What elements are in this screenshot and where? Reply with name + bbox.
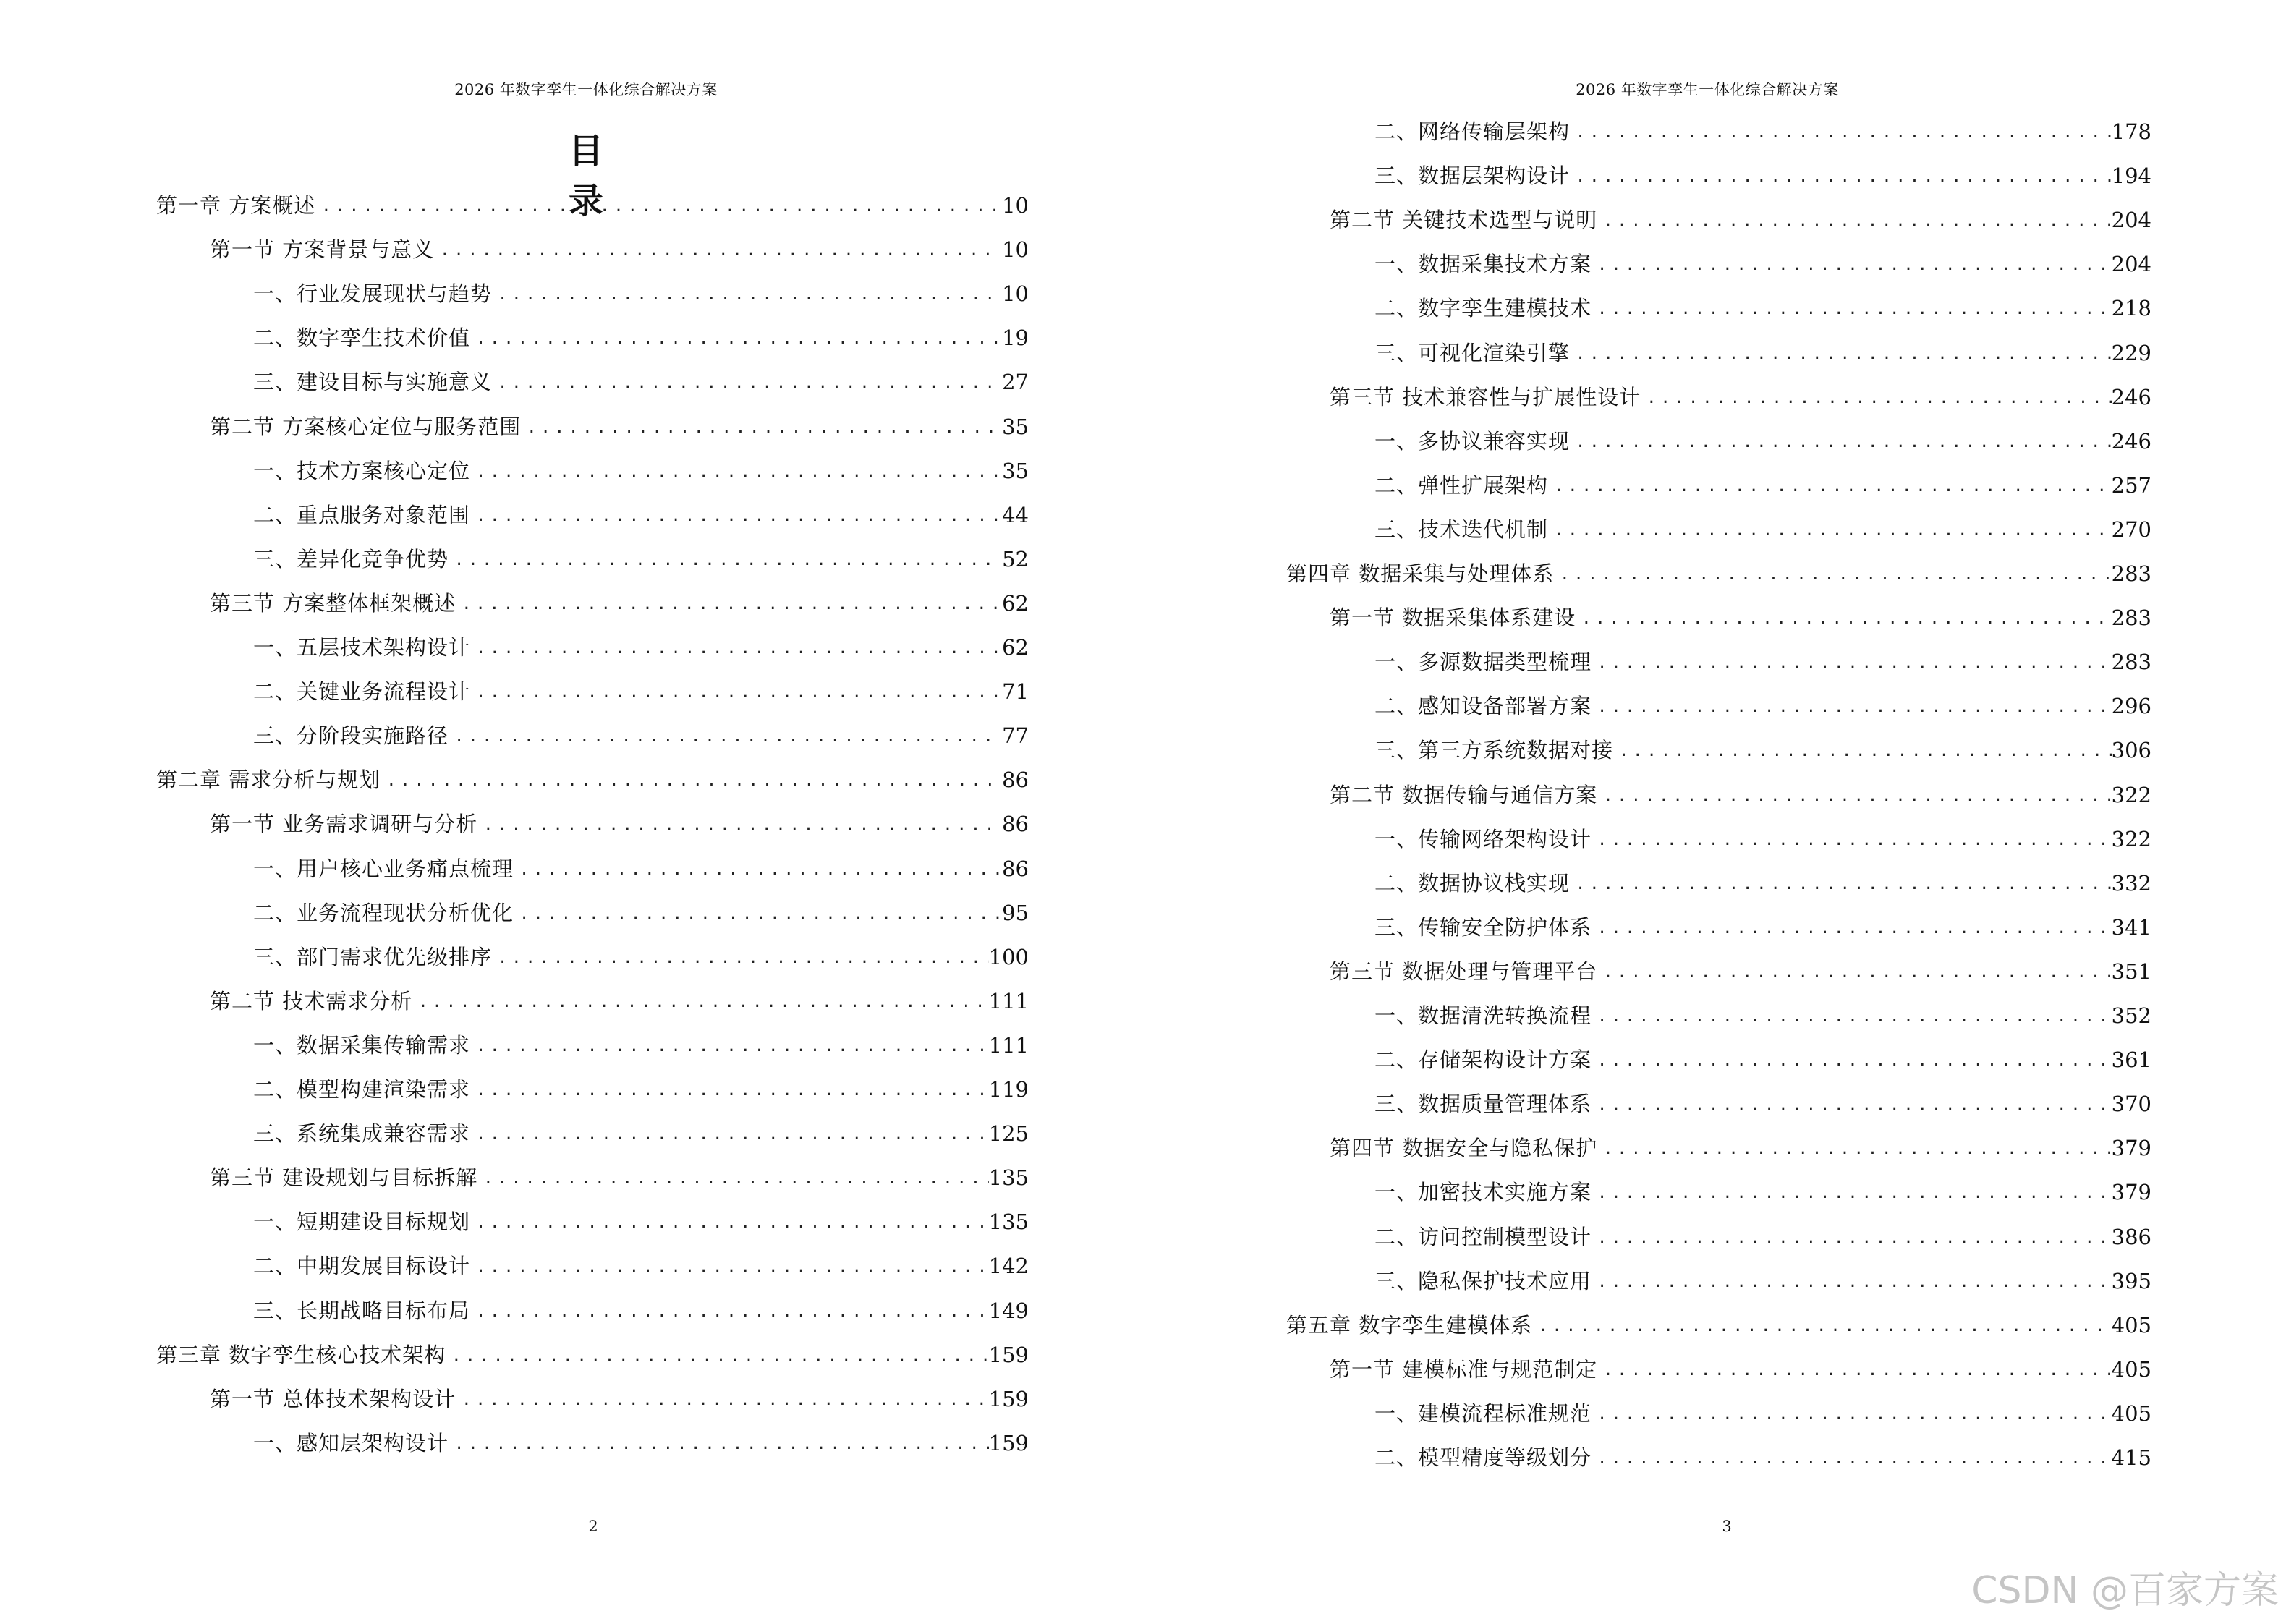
toc-entry (1374, 823, 2151, 855)
dot-leader (456, 590, 1000, 619)
page-number: 3 (1722, 1518, 1732, 1535)
toc-entry-page: 370 (2111, 1092, 2151, 1117)
toc-entry-label: 三、建设目标与实施意义 (253, 370, 493, 395)
toc-entry-label: 三、部门需求优先级排序 (253, 944, 493, 969)
dot-leader (492, 369, 1000, 398)
toc-entry-label: 第二节 关键技术选型与说明 (1330, 208, 1598, 233)
toc-entry (1374, 292, 2151, 324)
toc-entry-page: 62 (1002, 635, 1029, 660)
toc-entry-page: 341 (2111, 914, 2151, 940)
toc-entry (1374, 248, 2151, 280)
dot-leader (1592, 1224, 2112, 1253)
toc-entry-label: 第四章 数据采集与处理体系 (1286, 561, 1555, 586)
dot-leader (470, 1076, 989, 1105)
dot-leader (470, 679, 1000, 707)
toc-entry (210, 587, 1029, 619)
toc-entry-label: 第一章 方案概述 (156, 193, 316, 218)
dot-leader (521, 414, 1000, 443)
toc-entry (1286, 1309, 2151, 1341)
toc-entry-label: 第一节 总体技术架构设计 (210, 1386, 456, 1411)
toc-entry-page: 135 (988, 1165, 1029, 1191)
page-number: 2 (588, 1518, 598, 1535)
toc-entry-page: 283 (2111, 605, 2151, 631)
dot-leader (1570, 870, 2112, 899)
toc-entry (1374, 1176, 2151, 1208)
toc-entry-page: 77 (1002, 723, 1029, 749)
toc-entry-label: 第五章 数字孪生建模体系 (1286, 1312, 1533, 1338)
toc-entry (1374, 469, 2151, 501)
dot-leader (1592, 826, 2112, 855)
toc-entry-page: 62 (1002, 590, 1029, 616)
dot-leader (492, 281, 1000, 310)
toc-entry-page: 395 (2111, 1268, 2151, 1293)
dot-leader (1548, 516, 2112, 545)
toc-entry-page: 86 (1002, 856, 1029, 881)
toc-entry-page: 135 (988, 1210, 1029, 1235)
toc-entry (253, 1206, 1029, 1238)
toc-entry-label: 第四节 数据安全与隐私保护 (1330, 1136, 1598, 1161)
toc-entry-page: 142 (988, 1254, 1029, 1279)
toc-entry (1374, 337, 2151, 369)
toc-entry-page: 322 (2111, 826, 2151, 851)
toc-entry-page: 361 (2111, 1047, 2151, 1073)
toc-entry-label: 三、差异化竞争优势 (253, 546, 449, 571)
toc-entry (253, 941, 1029, 973)
dot-leader (412, 988, 988, 1017)
watermark: CSDN @百家方案 (1971, 1569, 2279, 1612)
toc-entry-label: 一、行业发展现状与趋势 (253, 281, 493, 307)
toc-entry (1330, 1353, 2151, 1385)
toc-entry-label: 第三节 建设规划与目标拆解 (210, 1165, 478, 1191)
dot-leader (1592, 1268, 2112, 1297)
toc-entry-label: 第三节 数据处理与管理平台 (1330, 958, 1598, 984)
dot-leader (470, 458, 1000, 487)
toc-entry-page: 19 (1002, 326, 1029, 351)
toc-entry-label: 一、感知层架构设计 (253, 1430, 449, 1455)
toc-entry (253, 676, 1029, 707)
dot-leader (315, 192, 1000, 221)
toc-entry-label: 三、分阶段实施路径 (253, 723, 449, 749)
toc-entry (1330, 602, 2151, 634)
toc-entry-page: 52 (1002, 546, 1029, 571)
dot-leader (1592, 251, 2112, 280)
dot-leader (456, 1386, 988, 1415)
toc-entry (253, 720, 1029, 752)
dot-leader (1570, 340, 2112, 369)
right-page (1143, 0, 2286, 1624)
toc-entry-page: 229 (2111, 340, 2151, 365)
toc-entry-page: 194 (2111, 163, 2151, 189)
toc-entry-page: 10 (1002, 281, 1029, 307)
toc-entry-label: 一、多源数据类型梳理 (1374, 650, 1592, 675)
toc-entry (253, 1029, 1029, 1061)
toc-entry-page: 283 (2111, 650, 2151, 675)
dot-leader (470, 634, 1000, 663)
toc-entry-label: 三、数据层架构设计 (1374, 163, 1571, 189)
toc-entry-label: 二、中期发展目标设计 (253, 1254, 471, 1279)
toc-entry-page: 332 (2111, 870, 2151, 896)
toc-entry-page: 415 (2111, 1445, 2151, 1470)
toc-entry-label: 三、长期战略目标布局 (253, 1298, 471, 1323)
toc-entry (156, 190, 1029, 221)
dot-leader (1592, 1003, 2112, 1032)
toc-entry-page: 44 (1002, 502, 1029, 527)
dot-leader (1570, 428, 2112, 457)
toc-entry (253, 543, 1029, 575)
toc-entry (253, 1427, 1029, 1459)
toc-entry-page: 257 (2111, 472, 2151, 498)
toc-entry (210, 1162, 1029, 1194)
toc-entry-page: 270 (2111, 516, 2151, 542)
toc-entry (1374, 1221, 2151, 1253)
toc-entry (1374, 867, 2151, 899)
dot-leader (470, 1253, 989, 1282)
dot-leader (1592, 1400, 2112, 1429)
toc-entry (1374, 911, 2151, 943)
dot-leader (1597, 1135, 2111, 1164)
dot-leader (1592, 1179, 2112, 1208)
toc-entry-page: 218 (2111, 296, 2151, 321)
toc-entry (253, 1074, 1029, 1105)
toc-entry-label: 一、加密技术实施方案 (1374, 1180, 1592, 1205)
toc-entry (253, 278, 1029, 310)
toc-entry (210, 234, 1029, 265)
toc-entry-page: 100 (988, 944, 1029, 969)
dot-leader (1592, 649, 2112, 678)
dot-leader (1592, 693, 2112, 722)
toc-entry-page: 405 (2111, 1356, 2151, 1382)
toc-entry-label: 二、模型构建渲染需求 (253, 1077, 471, 1102)
dot-leader (1592, 1047, 2112, 1076)
toc-entry-label: 一、技术方案核心定位 (253, 458, 471, 483)
toc-entry-label: 三、传输安全防护体系 (1374, 914, 1592, 940)
toc-entry-label: 第三章 数字孪生核心技术架构 (156, 1342, 446, 1367)
dot-leader (1548, 472, 2112, 501)
toc-entry-page: 178 (2111, 119, 2151, 144)
toc-entry (1330, 779, 2151, 811)
toc-entry-page: 159 (988, 1386, 1029, 1411)
dot-leader (470, 1121, 989, 1149)
toc-entry (1330, 956, 2151, 987)
toc-entry-page: 111 (988, 1032, 1029, 1058)
dot-leader (470, 325, 1000, 354)
toc-entry-page: 351 (2111, 958, 2151, 984)
toc-entry-label: 二、数字孪生技术价值 (253, 326, 471, 351)
toc-entry-page: 379 (2111, 1180, 2151, 1205)
toc-entry-label: 第二节 技术需求分析 (210, 988, 413, 1013)
toc-title: 目 录 (568, 131, 632, 221)
toc-entry-page: 306 (2111, 738, 2151, 763)
toc-entry (1330, 1132, 2151, 1164)
toc-entry-label: 一、数据采集传输需求 (253, 1032, 471, 1058)
toc-entry (1374, 1044, 2151, 1076)
toc-entry (1374, 734, 2151, 766)
toc-entry (1374, 1398, 2151, 1429)
toc-entry (1374, 1088, 2151, 1120)
toc-entry-page: 246 (2111, 384, 2151, 409)
toc-entry-label: 三、数据质量管理体系 (1374, 1092, 1592, 1117)
dot-leader (381, 767, 1000, 796)
toc-entry (253, 455, 1029, 487)
toc-entry-page: 125 (988, 1121, 1029, 1147)
toc-entry (156, 764, 1029, 796)
dot-leader (446, 1342, 988, 1371)
dot-leader (1570, 119, 2112, 148)
toc-entry-label: 二、感知设备部署方案 (1374, 694, 1592, 719)
dot-leader (470, 502, 1000, 531)
toc-entry-page: 405 (2111, 1400, 2151, 1426)
toc-entry-page: 246 (2111, 428, 2151, 454)
toc-entry-page: 119 (988, 1077, 1029, 1102)
toc-entry (1286, 558, 2151, 590)
toc-entry-label: 一、建模流程标准规范 (1374, 1400, 1592, 1426)
toc-entry-label: 第一节 方案背景与意义 (210, 237, 435, 263)
toc-entry-page: 386 (2111, 1224, 2151, 1249)
toc-entry-page: 35 (1002, 414, 1029, 439)
toc-entry-label: 第一节 数据采集体系建设 (1330, 605, 1576, 631)
toc-entry-label: 二、关键业务流程设计 (253, 679, 471, 705)
dot-leader (477, 1165, 988, 1194)
toc-entry (253, 1118, 1029, 1149)
toc-entry-label: 第二节 方案核心定位与服务范围 (210, 414, 522, 439)
toc-entry-page: 10 (1002, 237, 1029, 263)
toc-entry-label: 三、技术迭代机制 (1374, 516, 1549, 542)
toc-entry-label: 一、数据采集技术方案 (1374, 252, 1592, 277)
dot-leader (1592, 1091, 2112, 1120)
toc-entry (1330, 204, 2151, 236)
toc-entry (1374, 646, 2151, 678)
toc-entry-label: 二、业务流程现状分析优化 (253, 900, 514, 925)
toc-entry (1374, 514, 2151, 545)
dot-leader (1597, 958, 2111, 987)
toc-entry (1374, 160, 2151, 192)
dot-leader (1592, 914, 2112, 943)
toc-entry-label: 一、数据清洗转换流程 (1374, 1003, 1592, 1028)
dot-leader (1597, 207, 2111, 236)
toc-entry (1330, 381, 2151, 413)
toc-entry (1374, 425, 2151, 457)
toc-entry-page: 204 (2111, 252, 2151, 277)
toc-entry (210, 1383, 1029, 1415)
dot-leader (470, 1298, 989, 1327)
toc-entry-label: 一、多协议兼容实现 (1374, 428, 1571, 454)
toc-entry (253, 322, 1029, 354)
dot-leader (1613, 737, 2112, 766)
toc-entry-page: 86 (1002, 812, 1029, 837)
dot-leader (470, 1032, 989, 1061)
toc-entry-label: 三、第三方系统数据对接 (1374, 738, 1614, 763)
toc-entry-label: 二、访问控制模型设计 (1374, 1224, 1592, 1249)
toc-entry-label: 一、五层技术架构设计 (253, 635, 471, 660)
toc-entry-page: 379 (2111, 1136, 2151, 1161)
toc-entry (253, 853, 1029, 885)
dot-leader (1570, 163, 2112, 192)
toc-entry-page: 149 (988, 1298, 1029, 1323)
dot-leader (492, 944, 989, 973)
toc-entry-page: 322 (2111, 782, 2151, 807)
toc-entry-label: 二、网络传输层架构 (1374, 119, 1571, 144)
toc-entry-page: 111 (988, 988, 1029, 1013)
dot-leader (1597, 1356, 2111, 1385)
toc-entry-label: 第一节 建模标准与规范制定 (1330, 1356, 1598, 1382)
toc-entry (253, 499, 1029, 531)
running-header: 2026 年数字孪生一体化综合解决方案 (454, 81, 718, 98)
toc-entry-page: 405 (2111, 1312, 2151, 1338)
running-header: 2026 年数字孪生一体化综合解决方案 (1576, 81, 1839, 98)
toc-entry (1374, 1000, 2151, 1032)
toc-entry (253, 632, 1029, 663)
toc-entry-label: 二、重点服务对象范围 (253, 502, 471, 527)
toc-entry-page: 86 (1002, 768, 1029, 793)
toc-entry (210, 411, 1029, 443)
toc-entry-page: 27 (1002, 370, 1029, 395)
toc-entry (1374, 116, 2151, 148)
dot-leader (1554, 561, 2111, 590)
toc-entry-page: 35 (1002, 458, 1029, 483)
toc-entry (1374, 1265, 2151, 1297)
dot-leader (449, 1430, 989, 1459)
toc-entry-label: 一、短期建设目标规划 (253, 1210, 471, 1235)
toc-entry-label: 第三节 方案整体框架概述 (210, 590, 456, 616)
toc-entry (210, 808, 1029, 840)
toc-entry-label: 二、弹性扩展架构 (1374, 472, 1549, 498)
dot-leader (477, 811, 1000, 840)
dot-leader (449, 723, 1000, 752)
toc-entry (1374, 690, 2151, 722)
toc-entry-page: 159 (988, 1430, 1029, 1455)
toc-entry-label: 第一节 业务需求调研与分析 (210, 812, 478, 837)
toc-entry-label: 二、存储架构设计方案 (1374, 1047, 1592, 1073)
toc-entry-label: 二、数据协议栈实现 (1374, 870, 1571, 896)
toc-entry-page: 283 (2111, 561, 2151, 586)
toc-entry (210, 985, 1029, 1017)
toc-entry-page: 71 (1002, 679, 1029, 705)
toc-entry (253, 1295, 1029, 1327)
dot-leader (1532, 1312, 2111, 1341)
toc-entry (1374, 1442, 2151, 1474)
toc-entry-page: 352 (2111, 1003, 2151, 1028)
toc-entry-page: 10 (1002, 193, 1029, 218)
toc-entry (253, 366, 1029, 398)
toc-entry-label: 一、用户核心业务痛点梳理 (253, 856, 514, 881)
dot-leader (514, 900, 1000, 929)
dot-leader (470, 1209, 989, 1238)
toc-entry-label: 三、可视化渲染引擎 (1374, 340, 1571, 365)
toc-entry-page: 95 (1002, 900, 1029, 925)
dot-leader (1592, 1445, 2112, 1474)
toc-entry-page: 204 (2111, 208, 2151, 233)
dot-leader (1641, 384, 2111, 413)
toc-entry-label: 一、传输网络架构设计 (1374, 826, 1592, 851)
toc-entry-label: 第二节 数据传输与通信方案 (1330, 782, 1598, 807)
dot-leader (1597, 782, 2111, 811)
toc-entry-label: 二、数字孪生建模技术 (1374, 296, 1592, 321)
toc-entry (156, 1339, 1029, 1371)
toc-entry-label: 二、模型精度等级划分 (1374, 1445, 1592, 1470)
dot-leader (449, 546, 1000, 575)
dot-leader (1576, 605, 2111, 634)
toc-entry-label: 第三节 技术兼容性与扩展性设计 (1330, 384, 1641, 409)
toc-entry (253, 1250, 1029, 1282)
dot-leader (1592, 295, 2112, 324)
toc-entry-page: 296 (2111, 694, 2151, 719)
toc-entry-label: 三、系统集成兼容需求 (253, 1121, 471, 1147)
toc-entry (253, 897, 1029, 929)
dot-leader (514, 856, 1000, 885)
toc-entry-label: 三、隐私保护技术应用 (1374, 1268, 1592, 1293)
dot-leader (434, 237, 1000, 265)
toc-entry-label: 第二章 需求分析与规划 (156, 768, 381, 793)
toc-entry-page: 159 (988, 1342, 1029, 1367)
